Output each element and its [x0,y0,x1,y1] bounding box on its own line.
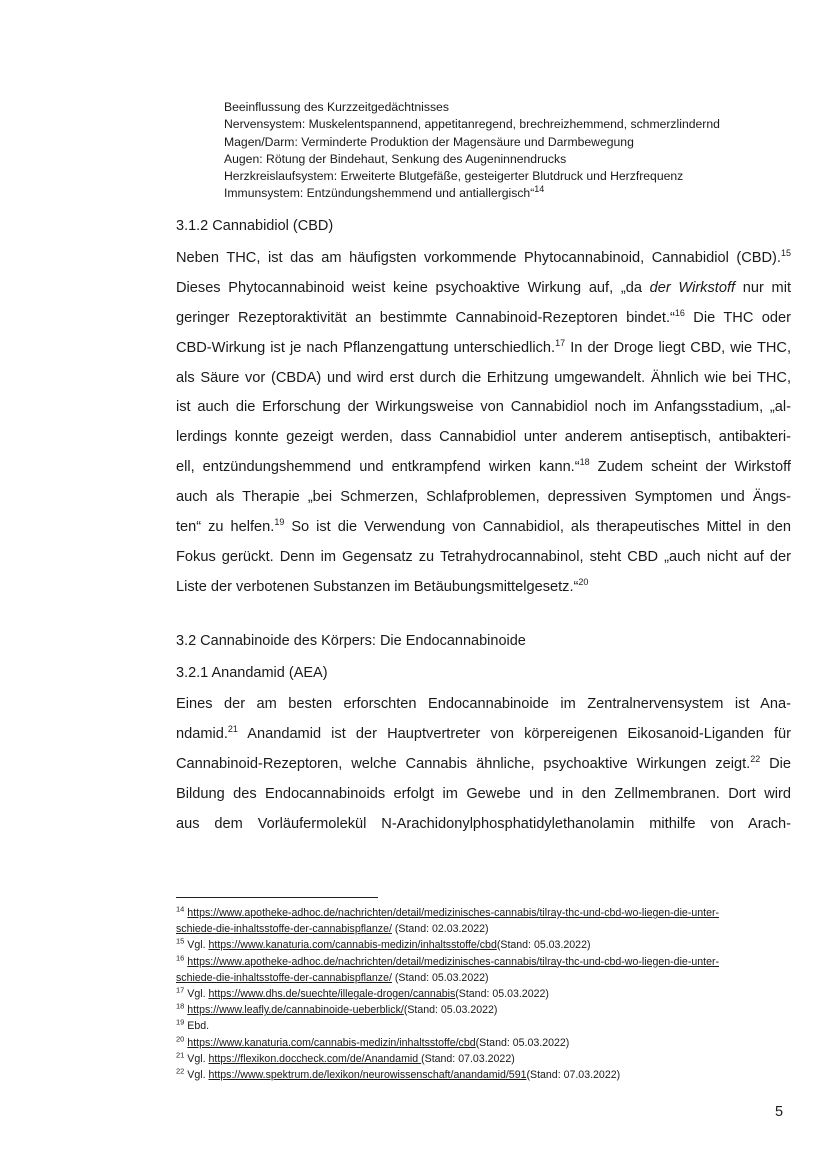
footnote-item: $^{16}$ https://www.apotheke-adhoc.de/nachrichten/detail/medizinisches-cannabis/tilray-thc-und-cbd-wo-liegen-die-unter- [176,953,720,968]
footnote-link[interactable]: schiede-die-inhaltsstoffe-der-cannabispflanze/ [176,923,392,936]
text-line: Bildung des Endocannabinoids erfolgt im Gewebe und in den Zellmembranen. Dort wird [176,785,791,802]
text-line: Eines der am besten erforschten Endocannabinoide im Zentralnervensystem ist Ana- [176,696,791,712]
footnote-item: $^{15}$ Vgl. https://www.kanaturia.com/cannabis-medizin/inhaltsstoffe/cbd(Stand: 05.03.2022) [176,936,591,952]
footnote-item: $^{14}$ https://www.apotheke-adhoc.de/nachrichten/detail/medizinisches-cannabis/tilray-thc-und-cbd-wo-liegen-die-unter- [176,904,720,919]
footnotes [176,905,791,1083]
footnote-link[interactable]: https://www.kanaturia.com/cannabis-medizin/inhaltsstoffe/cbd [208,939,497,952]
section-heading: 3.2 Cannabinoide des Körpers: Die Endocannabinoide [176,633,526,649]
section-heading: 3.1.2 Cannabidiol (CBD) [176,218,334,234]
footnote-link[interactable]: https://www.kanaturia.com/cannabis-medizin/inhaltsstoffe/cbd [187,1036,476,1049]
text-line: aus dem Vorläufermolekül N-Arachidonylphosphatidylethanolamin mithilfe von Arach- [176,815,791,832]
quote-line: Nervensystem: Muskelentspannend, appetitanregend, brechreizhemmend, schmerzlindernd [224,117,720,132]
text-line: lerdings konnte gezeigt werden, dass Cannabidiol unter anderem antiseptisch, antibakteri- [176,429,791,446]
footnote-item: $^{20}$ https://www.kanaturia.com/cannabis-medizin/inhaltsstoffe/cbd(Stand: 05.03.2022) [176,1034,570,1049]
text-line: auch als Therapie „bei Schmerzen, Schlafproblemen, depressiven Symptomen und Ängs- [176,489,791,506]
text-line: Dieses Phytocannabinoid weist keine psychoaktive Wirkung auf, „da der Wirkstoff nur mit [176,279,791,296]
footnote-link[interactable]: schiede-die-inhaltsstoffe-der-cannabispflanze/ [176,971,392,984]
footnote-link[interactable]: https://www.apotheke-adhoc.de/nachrichten/detail/medizinisches-cannabis/tilray-thc-und-cbd-wo-liegen-die-unter- [187,955,720,968]
quote-line: Immunsystem: Entzündungshemmend und antiallergisch“$^{14}$ [224,184,545,201]
footnote-item: schiede-die-inhaltsstoffe-der-cannabispflanze/ (Stand: 02.03.2022) [176,923,489,936]
text-line: Cannabinoid-Rezeptoren, welche Cannabis ähnliche, psychoaktive Wirkungen zeigt.$^{22}$ Die [176,753,791,772]
footnote-ref[interactable]: 17 [555,337,566,348]
quote-line: Augen: Rötung der Bindehaut, Senkung des Augeninnendrucks [224,151,567,166]
quote-line: Magen/Darm: Verminderte Produktion der Magensäure und Darmbewegung [224,134,634,149]
footnote-link[interactable]: https://www.spektrum.de/lexikon/neurowissenschaft/anandamid/591 [208,1069,527,1082]
footnote-item: $^{19}$ Ebd. [176,1017,210,1033]
text-line: als Säure vor (CBDA) und wird erst durch die Erhitzung umgewandelt. Ähnlich wie bei THC, [176,369,791,386]
footnote-link[interactable]: https://www.leafly.de/cannabinoide-ueberblick/ [187,1004,404,1017]
footnote-item: $^{18}$ https://www.leafly.de/cannabinoide-ueberblick/(Stand: 05.03.2022) [176,1001,498,1017]
footnote-link[interactable]: https://flexikon.doccheck.com/de/Anandamid [208,1052,422,1065]
footnote-ref[interactable]: 19 [274,517,285,528]
footnote-ref[interactable]: 18 [579,457,590,468]
quote-line: Beeinflussung des Kurzzeitgedächtnisses [224,100,449,114]
page-number: 5 [775,1104,784,1120]
text-line: Neben THC, ist das am häufigsten vorkommende Phytocannabinoid, Cannabidiol (CBD).$^{15}$ [176,248,791,266]
text-line: geringer Rezeptoraktivität an bestimmte Cannabinoid-Rezeptoren bindet.“$^{16}$ Die THC oder [176,307,791,326]
block-quote [224,99,784,203]
footnote-item: schiede-die-inhaltsstoffe-der-cannabispflanze/ (Stand: 05.03.2022) [176,971,489,984]
text-line: CBD-Wirkung ist je nach Pflanzengattung unterschiedlich.$^{17}$ In der Droge liegt CBD, wie THC, [176,337,792,356]
footnote-item: $^{21}$ Vgl. https://flexikon.doccheck.com/de/Anandamid (Stand: 07.03.2022) [176,1050,515,1065]
footnote-ref[interactable]: 22 [750,753,761,764]
footnote-ref[interactable]: 16 [674,307,685,318]
footnote-item: $^{17}$ Vgl. https://www.dhs.de/suechte/illegale-drogen/cannabis(Stand: 05.03.2022) [176,985,549,1001]
cbd-paragraph [176,244,791,603]
footnote-separator [176,897,378,898]
text-line: ndamid.$^{21}$ Anandamid ist der Hauptvertreter von körpereigenen Eikosanoid-Liganden für [176,724,791,742]
section-heading: 3.2.1 Anandamid (AEA) [176,665,328,681]
footnote-ref[interactable]: 20 [578,576,589,587]
quote-line: Herzkreislaufsystem: Erweiterte Blutgefäße, gesteigerter Blutdruck und Herzfrequenz [224,169,684,184]
footnote-ref[interactable]: 14 [534,184,545,195]
footnote-link[interactable]: https://www.dhs.de/suechte/illegale-drogen/cannabis [208,988,456,1001]
text-line: ten“ zu helfen.$^{19}$ So ist die Verwendung von Cannabidiol, als therapeutisches Mittel in den [176,517,791,536]
footnote-ref[interactable]: 21 [227,724,238,735]
aea-paragraph [176,690,791,839]
text-line: Liste der verbotenen Substanzen im Betäubungsmittelgesetz.“$^{20}$ [176,576,589,595]
footnote-ref[interactable]: 15 [780,248,791,259]
text-line: ist auch die Erforschung der Wirkungsweise von Cannabidiol noch im Anfangsstadium, „al- [176,399,791,416]
footnote-item: $^{22}$ Vgl. https://www.spektrum.de/lexikon/neurowissenschaft/anandamid/591(Stand: 07.03.2022) [176,1066,621,1082]
footnote-link[interactable]: https://www.apotheke-adhoc.de/nachrichten/detail/medizinisches-cannabis/tilray-thc-und-cbd-wo-liegen-die-unter- [187,907,720,919]
text-line: Fokus gerückt. Denn im Gegensatz zu Tetrahydrocannabinol, steht CBD „auch nicht auf der [176,548,791,565]
text-line: ell, entzündungshemmend und entkrampfend wirken kann.“$^{18}$ Zudem scheint der Wirkstoff [176,457,791,476]
